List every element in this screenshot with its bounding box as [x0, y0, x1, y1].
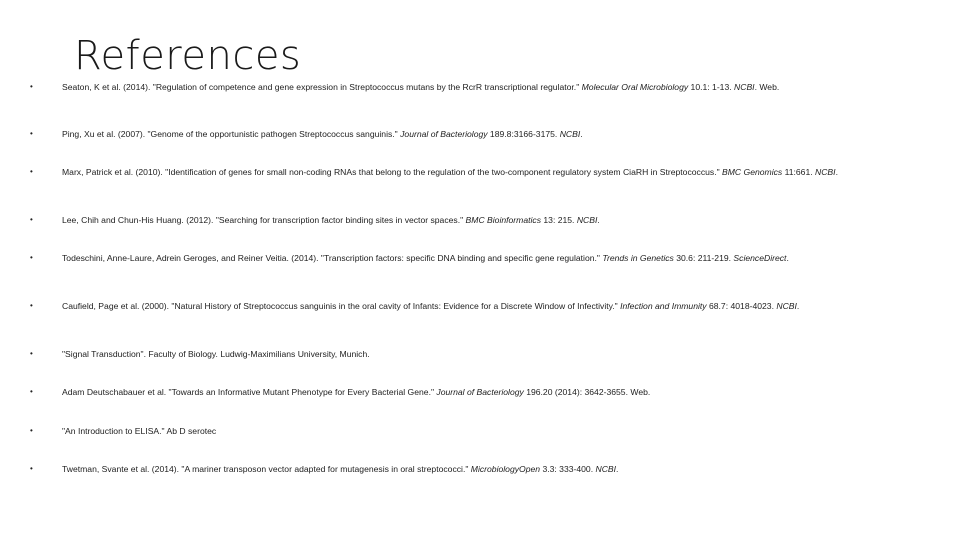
page-title: References: [74, 33, 302, 79]
bullet: •: [30, 426, 33, 435]
journal-name: Infection and Immunity: [620, 301, 707, 311]
journal-name: BMC Bioinformatics: [465, 215, 541, 225]
bullet: •: [30, 215, 33, 224]
bullet: •: [30, 82, 33, 91]
reference-text: Marx, Patrick et al. (2010). "Identification of genes for small non-coding RNAs that belong to the regulation of the two-component regulatory system CiaRH in Streptococcus." BMC Genomics 11:661. NCBI.: [62, 167, 838, 177]
journal-name: Journal of Bacteriology: [436, 387, 524, 397]
source-name: ScienceDirect: [733, 253, 787, 263]
journal-name: BMC Genomics: [722, 167, 783, 177]
reference-text: "An Introduction to ELISA." Ab D serotec: [62, 426, 217, 436]
journal-name: Trends in Genetics: [602, 253, 674, 263]
source-name: NCBI: [815, 167, 836, 177]
reference-text: Seaton, K et al. (2014). "Regulation of competence and gene expression in Streptococcus mutans by the RcrR transcriptional regulator." Molecular Oral Microbiology 10.1: 1-13. NCBI. Web.: [62, 82, 780, 92]
source-name: NCBI: [576, 215, 598, 225]
bullet: •: [30, 301, 33, 310]
journal-name: MicrobiologyOpen: [470, 464, 541, 474]
reference-text: "Signal Transduction". Faculty of Biology. Ludwig-Maximilians University, Munich.: [62, 349, 370, 359]
bullet: •: [30, 253, 33, 262]
source-name: NCBI: [595, 464, 617, 474]
source-name: NCBI: [734, 82, 755, 92]
bullet: •: [30, 129, 33, 138]
reference-text: Ping, Xu et al. (2007). "Genome of the opportunistic pathogen Streptococcus sanguinis." Journal of Bacteriology 189.8:3166-3175. NCBI.: [62, 129, 583, 139]
journal-name: Journal of Bacteriology: [400, 129, 488, 139]
bullet: •: [30, 167, 33, 176]
bullet: •: [30, 464, 33, 473]
source-name: NCBI: [776, 301, 797, 311]
reference-text: Adam Deutschabauer et al. "Towards an Informative Mutant Phenotype for Every Bacterial Gene." Journal of Bacteriology 196.20 (2014): 3642-3655. Web.: [62, 387, 651, 397]
journal-name: Molecular Oral Microbiology: [581, 82, 689, 92]
reference-text: Twetman, Svante et al. (2014). "A mariner transposon vector adapted for mutagenesis in oral streptococci." MicrobiologyOpen 3.3: 333-400. NCBI.: [62, 464, 619, 474]
bullet: •: [30, 349, 33, 358]
bullet: •: [30, 387, 33, 396]
source-name: NCBI: [559, 129, 581, 139]
reference-text: Lee, Chih and Chun-His Huang. (2012). "Searching for transcription factor binding sites in vector spaces." BMC Bioinformatics 13: 215. NCBI.: [62, 215, 600, 225]
reference-text: Caufield, Page et al. (2000). "Natural History of Streptococcus sanguinis in the oral cavity of Infants: Evidence for a Discrete Window of Infectivity." Infection and Immunity 68.7: 4018-4023. NCBI.: [62, 301, 800, 311]
reference-text: Todeschini, Anne-Laure, Adrein Geroges, and Reiner Veitia. (2014). "Transcription factors: specific DNA binding and specific gene regulation." Trends in Genetics 30.6: 211-219. ScienceDirect.: [62, 253, 789, 263]
